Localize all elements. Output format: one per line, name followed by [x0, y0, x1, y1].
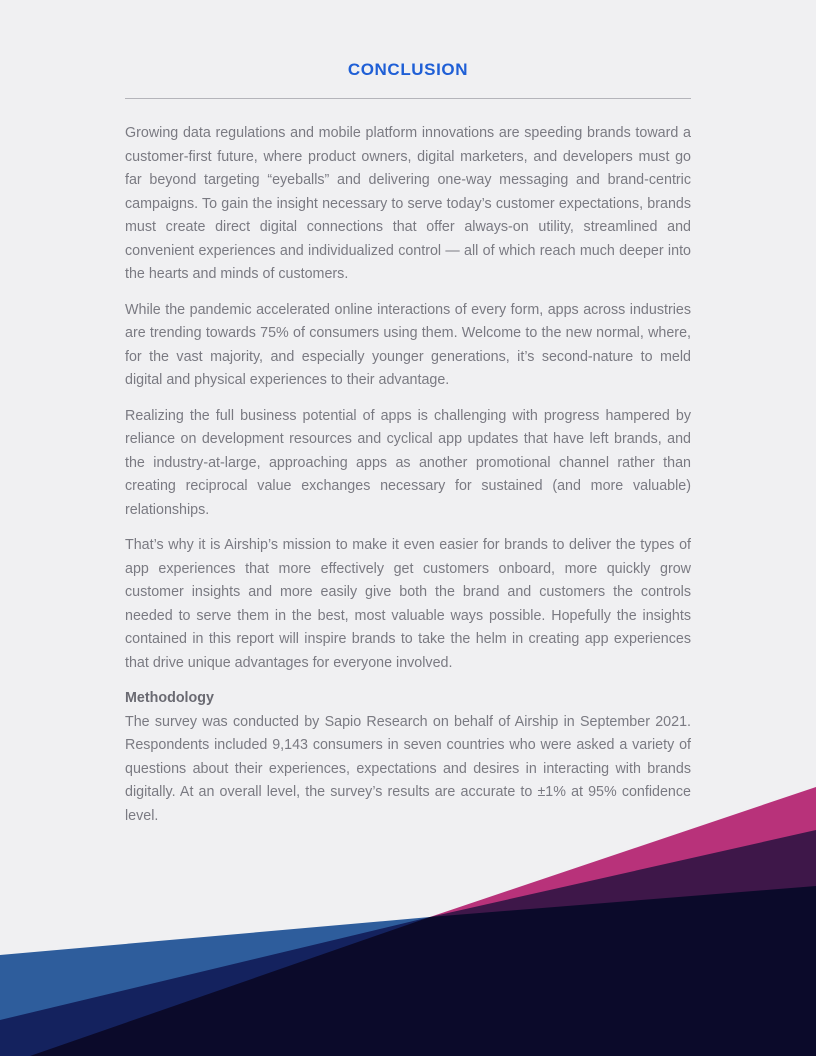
page-title: CONCLUSION [347, 60, 469, 79]
paragraph-mission: That’s why it is Airship’s mission to make it even easier for brands to deliver the types of app experiences that more effectively get customers onboard, more quickly grow customer insights and more easily give both the brand and customers the controls needed to serve them in the best, most valuable ways possible. Hopefully the insights contained in this report will inspire brands to take the helm in creating app experiences that drive unique advantages for everyone involved. [125, 537, 691, 671]
methodology-text: The survey was conducted by Sapio Research on behalf of Airship in September 2021. Respondents included 9,143 consumers in seven countries who were asked a variety of questions about their experiences, expectations and desires in interacting with brands digitally. At an overall level, the survey’s results are accurate to ±1% at 95% confidence level. [125, 713, 691, 824]
paragraph-challenges: Realizing the full business potential of apps is challenging with progress hampered by reliance on development resources and cyclical app updates that have left brands, and the industry-at-large, approaching apps as another promotional channel rather than creating reciprocal value exchanges necessary for sustained (and more valuable) relationships. [125, 407, 691, 518]
paragraph-pandemic: While the pandemic accelerated online interactions of every form, apps across industries are trending towards 75% of consumers using them. Welcome to the new normal, where, for the vast majority, and especially younger generations, it’s second-nature to meld digital and physical experiences to their advantage. [125, 301, 691, 388]
methodology-heading: Methodology [125, 690, 214, 706]
paragraph-intro: Growing data regulations and mobile platform innovations are speeding brands toward a customer-first future, where product owners, digital marketers, and developers must go far beyond targeting “eyeballs” and delivering one-way messaging and brand-centric campaigns. To gain the insight necessary to serve today’s customer expectations, brands must create direct digital connections that offer always-on utility, streamlined and convenient experiences and individualized control — all of which reach much deeper into the hearts and minds of customers. [125, 125, 691, 282]
